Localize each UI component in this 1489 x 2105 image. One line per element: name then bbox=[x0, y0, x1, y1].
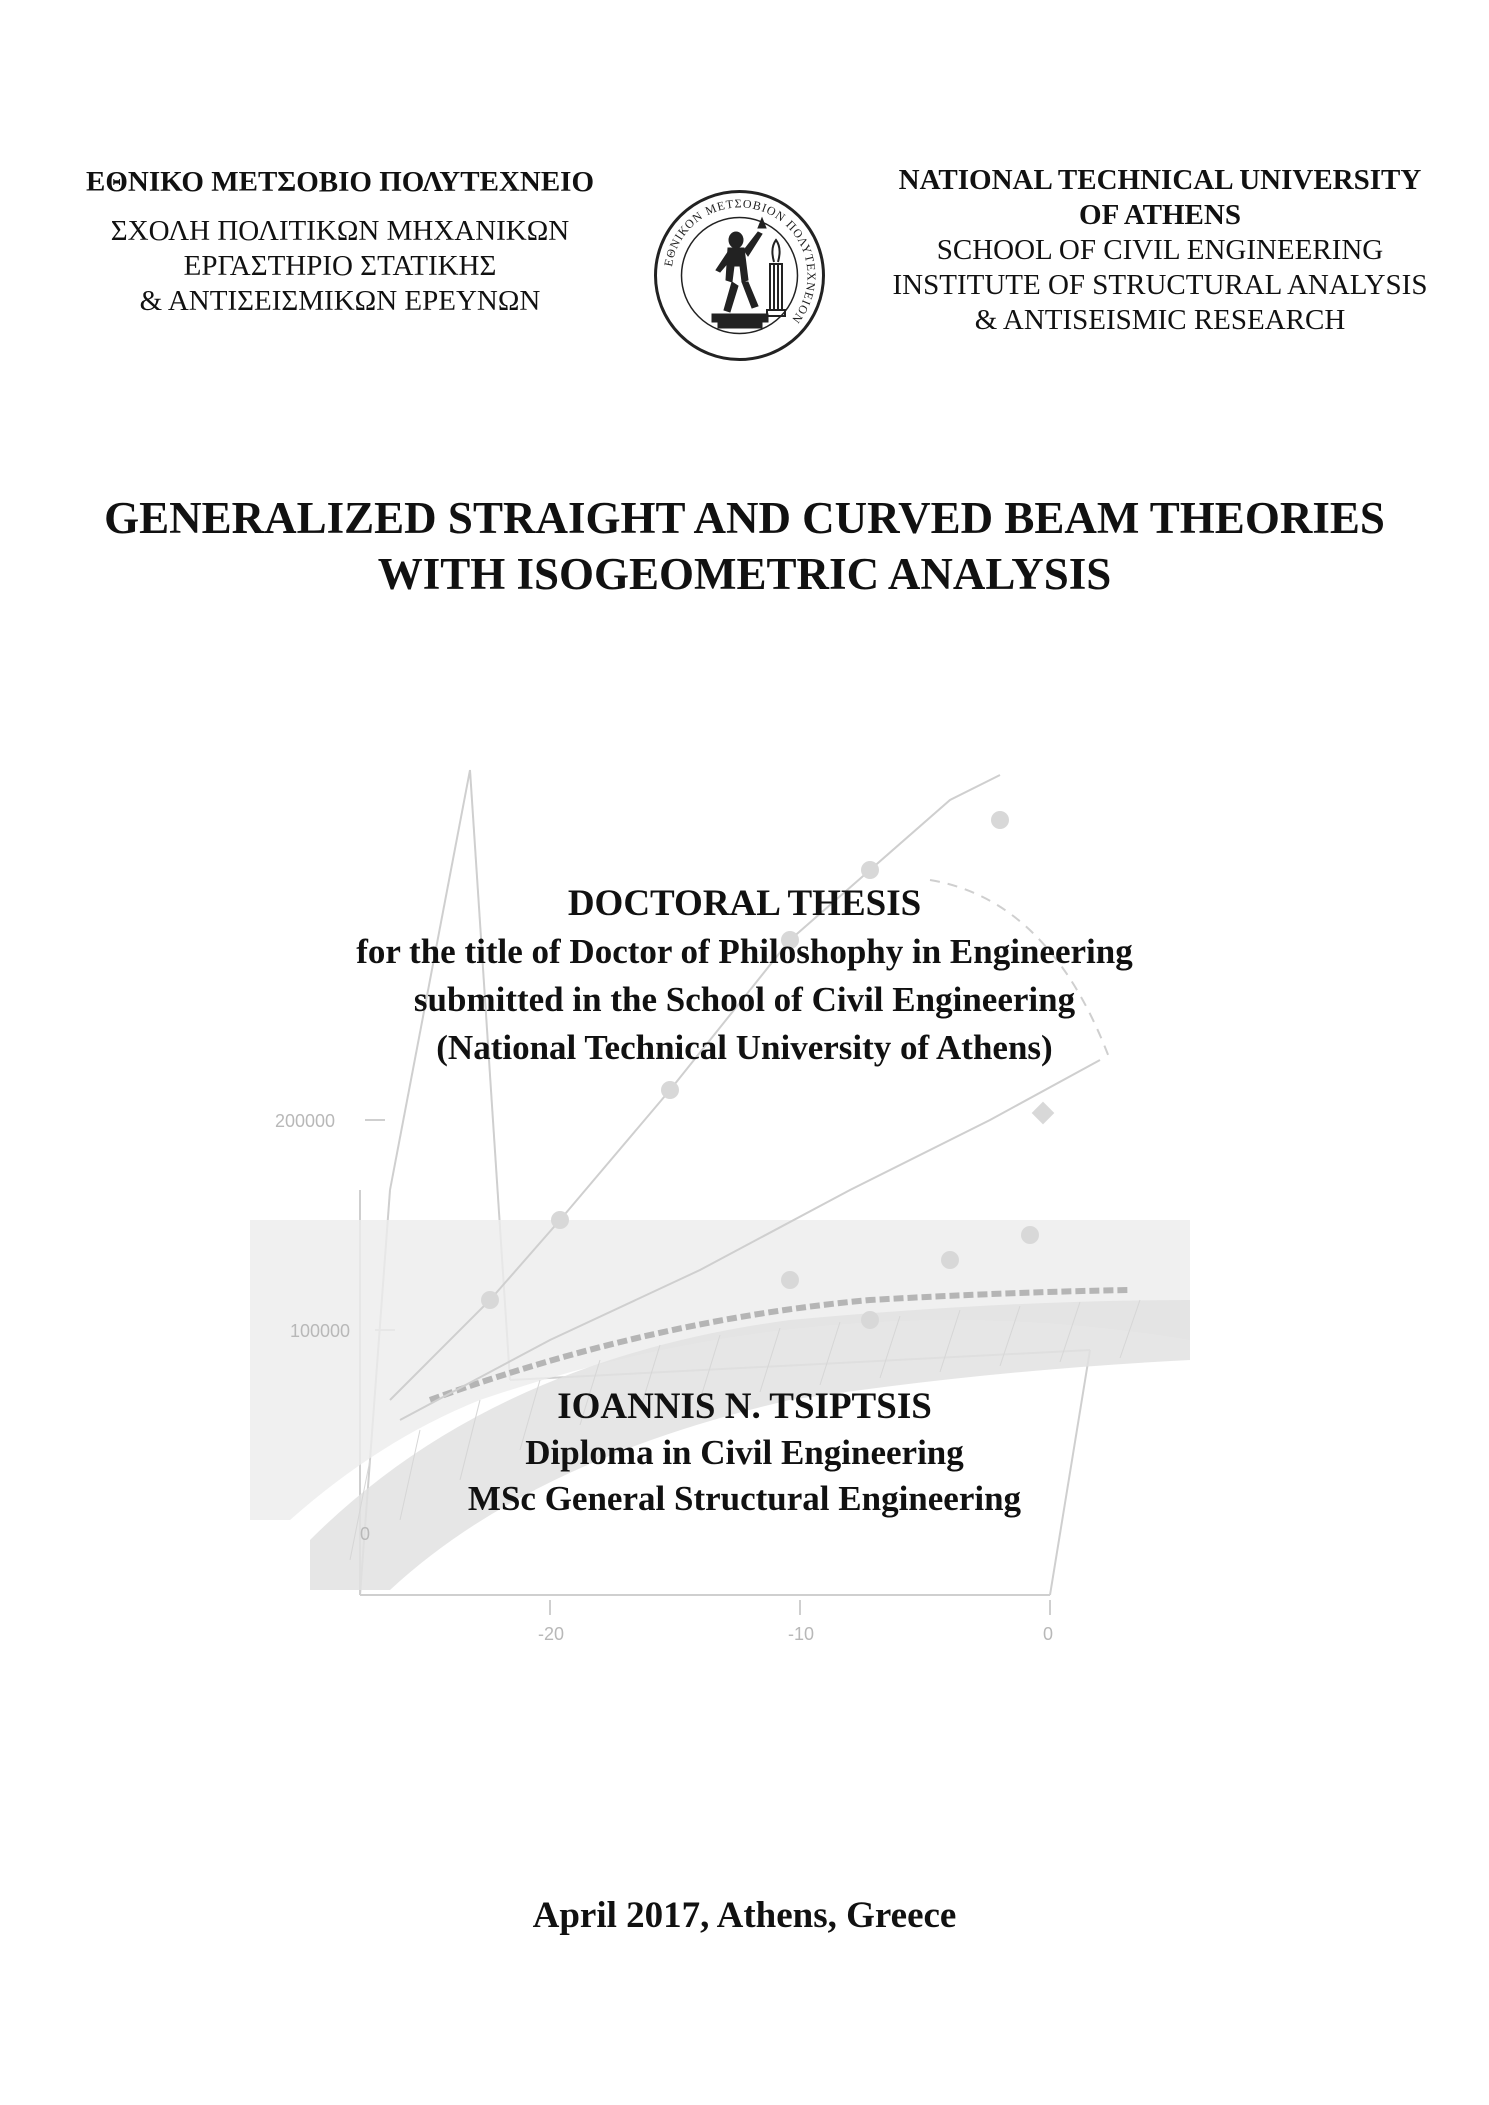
header-right-school: SCHOOL OF CIVIL ENGINEERING bbox=[936, 234, 1384, 266]
header-left-school: ΣΧΟΛΗ ΠΟΛΙΤΙΚΩΝ ΜΗΧΑΝΙΚΩΝ bbox=[110, 215, 570, 247]
author-name: IOANNIS N. TSIPTSIS bbox=[557, 1386, 932, 1427]
thesis-school: submitted in the School of Civil Engineering bbox=[413, 980, 1076, 1019]
header-left-university: ΕΘΝΙΚΟ ΜΕΤΣΟΒΙΟ ΠΟΛΥΤΕΧΝΕΙΟ bbox=[85, 166, 595, 198]
thesis-title-line1: GENERALIZED STRAIGHT AND CURVED BEAM THEORIES bbox=[104, 493, 1385, 543]
author-degree-1: Diploma in Civil Engineering bbox=[525, 1433, 964, 1472]
header-right-university-line1: NATIONAL TECHNICAL UNIVERSITY bbox=[898, 164, 1422, 196]
x-tick-label: -10 bbox=[788, 1624, 815, 1644]
header-right-institute-line1: INSTITUTE OF STRUCTURAL ANALYSIS bbox=[892, 269, 1428, 301]
header-right-institute-line2: & ANTISEISMIC RESEARCH bbox=[974, 304, 1346, 336]
thesis-type: DOCTORAL THESIS bbox=[567, 883, 922, 924]
header-left-lab-line1: ΕΡΓΑΣΤΗΡΙΟ ΣΤΑΤΙΚΗΣ bbox=[183, 250, 497, 282]
header-right-university-line2: OF ATHENS bbox=[1079, 199, 1241, 231]
header-left-lab-line2: & ΑΝΤΙΣΕΙΣΜΙΚΩΝ ΕΡΕΥΝΩΝ bbox=[139, 285, 541, 317]
thesis-title bbox=[0, 490, 1489, 602]
y-tick-label: 0 bbox=[360, 1524, 371, 1544]
header-left bbox=[40, 165, 640, 319]
thesis-degree: for the title of Doctor of Philoshophy in Engineering bbox=[356, 932, 1133, 971]
author-degree-2: MSc General Structural Engineering bbox=[467, 1479, 1022, 1518]
header-right bbox=[850, 163, 1470, 338]
thesis-university: (National Technical University of Athens) bbox=[436, 1028, 1053, 1067]
ntua-seal-icon bbox=[652, 188, 827, 363]
author-block bbox=[0, 1384, 1489, 1522]
x-tick-label: -20 bbox=[538, 1624, 565, 1644]
thesis-title-line2: WITH ISOGEOMETRIC ANALYSIS bbox=[377, 549, 1112, 599]
publication-date: April 2017, Athens, Greece bbox=[532, 1895, 957, 1936]
thesis-block bbox=[0, 880, 1489, 1072]
y-tick-label: 100000 bbox=[290, 1321, 351, 1341]
y-tick-label: 200000 bbox=[275, 1111, 336, 1131]
seal-text: ΕΘΝΙΚΟΝ ΜΕΤΣΟΒΙΟΝ ΠΟΛΥΤΕΧΝΕΙΟΝ bbox=[661, 196, 819, 327]
x-tick-label: 0 bbox=[1043, 1624, 1054, 1644]
